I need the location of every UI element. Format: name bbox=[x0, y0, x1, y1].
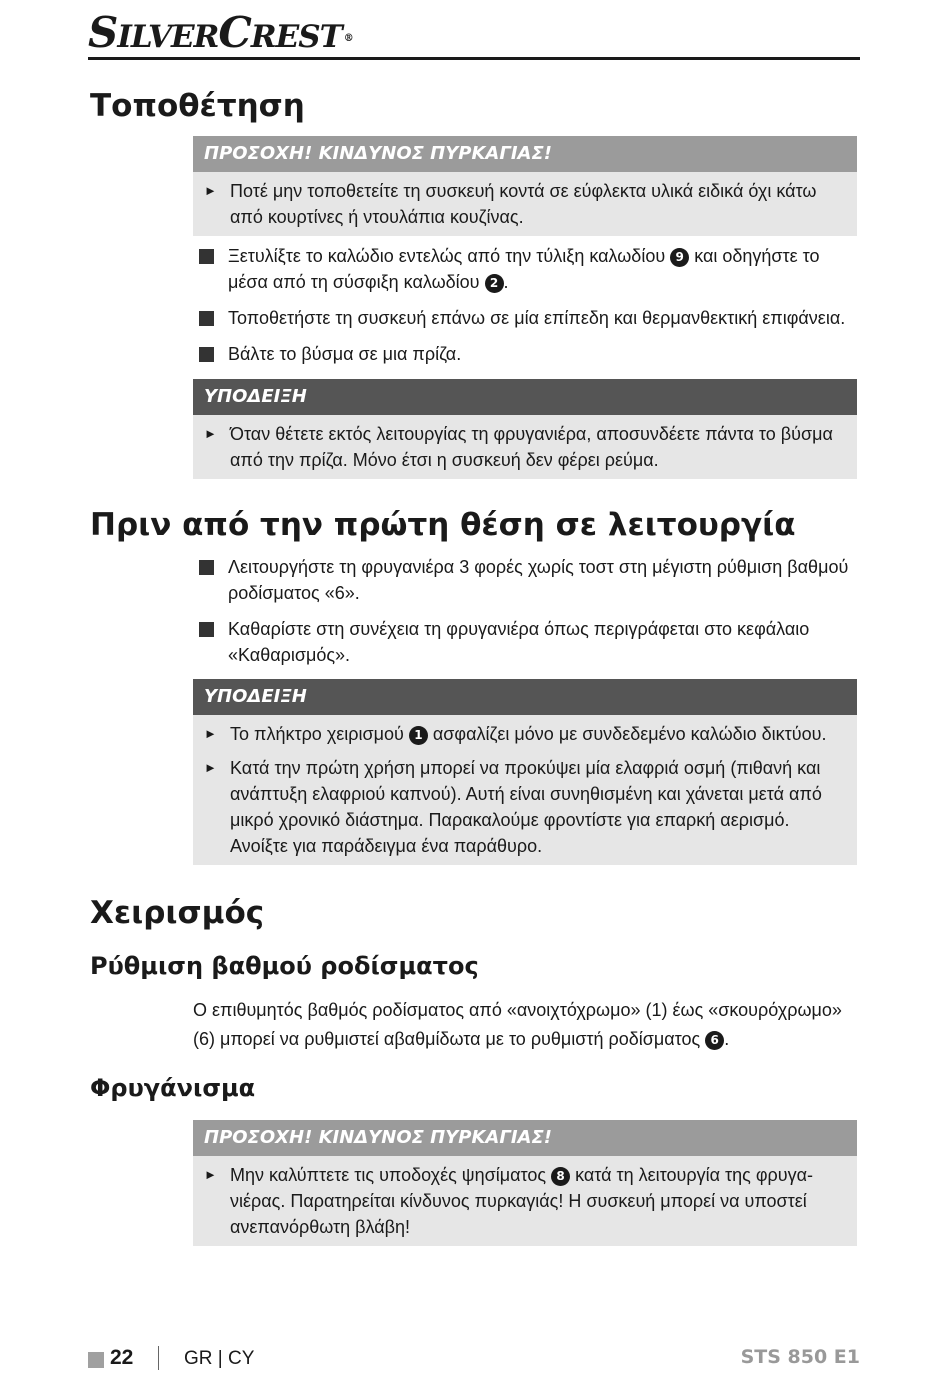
note-item: ► Το πλήκτρο χειρισμού 1 ασφαλίζει μόνο με συνδεδεμένο καλώδιο δικτύου. bbox=[204, 721, 845, 747]
subsection-title-browning: Ρύθμιση βαθμού ροδίσματος bbox=[90, 952, 479, 980]
list-item: Βάλτε το βύσμα σε μια πρίζα. bbox=[199, 341, 857, 367]
list-item: Ξετυλίξτε το καλώδιο εντελώς από την τύλιξη καλωδίου 9 και οδηγήστε το μέσα από τη σύσφιξη καλωδίου 2 . bbox=[199, 243, 857, 295]
model-number: STS 850 E1 bbox=[740, 1346, 860, 1368]
square-bullet-icon bbox=[199, 347, 214, 362]
arrow-right-icon: ► bbox=[204, 726, 217, 741]
warning-heading: ΠΡΟΣΟΧΗ! ΚΙΝΔΥΝΟΣ ΠΥΡΚΑΓΙΑΣ! bbox=[193, 136, 857, 172]
language-code: GR | CY bbox=[184, 1348, 255, 1369]
warning-heading: ΠΡΟΣΟΧΗ! ΚΙΝΔΥΝΟΣ ΠΥΡΚΑΓΙΑΣ! bbox=[193, 1120, 857, 1156]
arrow-right-icon: ► bbox=[204, 183, 217, 198]
warning-item: ► Μην καλύπτετε τις υποδοχές ψησίματος 8 κατά τη λειτουργία της φρυγα-νιέρας. Παρατηρείται κίνδυνος πυρκαγιάς! Η συσκευή μπορεί να υποστεί ανεπανόρθωτη βλάβη! bbox=[204, 1162, 845, 1240]
arrow-right-icon: ► bbox=[204, 1167, 217, 1182]
note-box-first-use bbox=[193, 679, 857, 865]
page-number: 22 bbox=[110, 1346, 134, 1369]
list-item: Καθαρίστε στη συνέχεια τη φρυγανιέρα όπως περιγράφεται στο κεφάλαιο «Καθαρισμός». bbox=[199, 616, 857, 668]
list-item: Τοποθετήστε τη συσκευή επάνω σε μία επίπεδη και θερμανθεκτική επιφάνεια. bbox=[199, 305, 857, 331]
part-number-badge: 9 bbox=[670, 248, 689, 267]
page-header bbox=[88, 6, 860, 60]
warning-item: ► Ποτέ μην τοποθετείτε τη συσκευή κοντά σε εύφλεκτα υλικά ειδικά όχι κάτω από κουρτίνες ή ντουλάπια κουζίνας. bbox=[204, 178, 845, 230]
square-bullet-icon bbox=[199, 311, 214, 326]
note-item: ► Όταν θέτετε εκτός λειτουργίας τη φρυγανιέρα, αποσυνδέετε πάντα το βύσμα από την πρίζα. Μόνο έτσι η συσκευή δεν φέρει ρεύμα. bbox=[204, 421, 845, 473]
page-marker-icon bbox=[88, 1352, 104, 1368]
note-heading: ΥΠΟΔΕΙΞΗ bbox=[193, 379, 857, 415]
part-number-badge: 2 bbox=[485, 274, 504, 293]
part-number-badge: 8 bbox=[551, 1167, 570, 1186]
note-heading: ΥΠΟΔΕΙΞΗ bbox=[193, 679, 857, 715]
arrow-right-icon: ► bbox=[204, 426, 217, 441]
square-bullet-icon bbox=[199, 249, 214, 264]
section-title-placement: Τοποθέτηση bbox=[90, 88, 305, 124]
part-number-badge: 1 bbox=[409, 726, 428, 745]
square-bullet-icon bbox=[199, 560, 214, 575]
browning-paragraph: Ο επιθυμητός βαθμός ροδίσματος από «ανοιχτόχρωμο» (1) έως «σκουρόχρωμο» (6) μπορεί να ρυθμιστεί αβαθμίδωτα με το ρυθμιστή ροδίσματος 6 . bbox=[193, 1000, 842, 1049]
part-number-badge: 6 bbox=[705, 1031, 724, 1050]
section-title-operation: Χειρισμός bbox=[90, 895, 265, 931]
note-box-unplug bbox=[193, 379, 857, 479]
arrow-right-icon: ► bbox=[204, 760, 217, 775]
section-title-first-use: Πριν από την πρώτη θέση σε λειτουργία bbox=[90, 507, 796, 543]
subsection-title-toasting: Φρυγάνισμα bbox=[90, 1074, 256, 1102]
page-footer bbox=[88, 1346, 860, 1374]
warning-box-slots bbox=[193, 1120, 857, 1246]
placement-bullets bbox=[199, 243, 857, 377]
note-item: ► Κατά την πρώτη χρήση μπορεί να προκύψει μία ελαφριά οσμή (πιθανή και ανάπτυξη ελαφριού καπνού). Αυτή είναι συνηθισμένη και χάνεται μετά από μικρό χρονικό διάστημα. Παρακαλούμε φροντίστε για επαρκή αερισμό. Ανοίξτε για παράδειγμα ένα παράθυρο. bbox=[204, 755, 845, 859]
list-item: Λειτουργήστε τη φρυγανιέρα 3 φορές χωρίς τοστ στη μέγιστη ρύθμιση βαθμού ροδίσματος «6». bbox=[199, 554, 857, 606]
first-use-bullets bbox=[199, 554, 857, 678]
warning-box-fire bbox=[193, 136, 857, 236]
silvercrest-logo: SILVERCREST ® bbox=[88, 8, 353, 57]
square-bullet-icon bbox=[199, 622, 214, 637]
divider bbox=[158, 1346, 159, 1370]
